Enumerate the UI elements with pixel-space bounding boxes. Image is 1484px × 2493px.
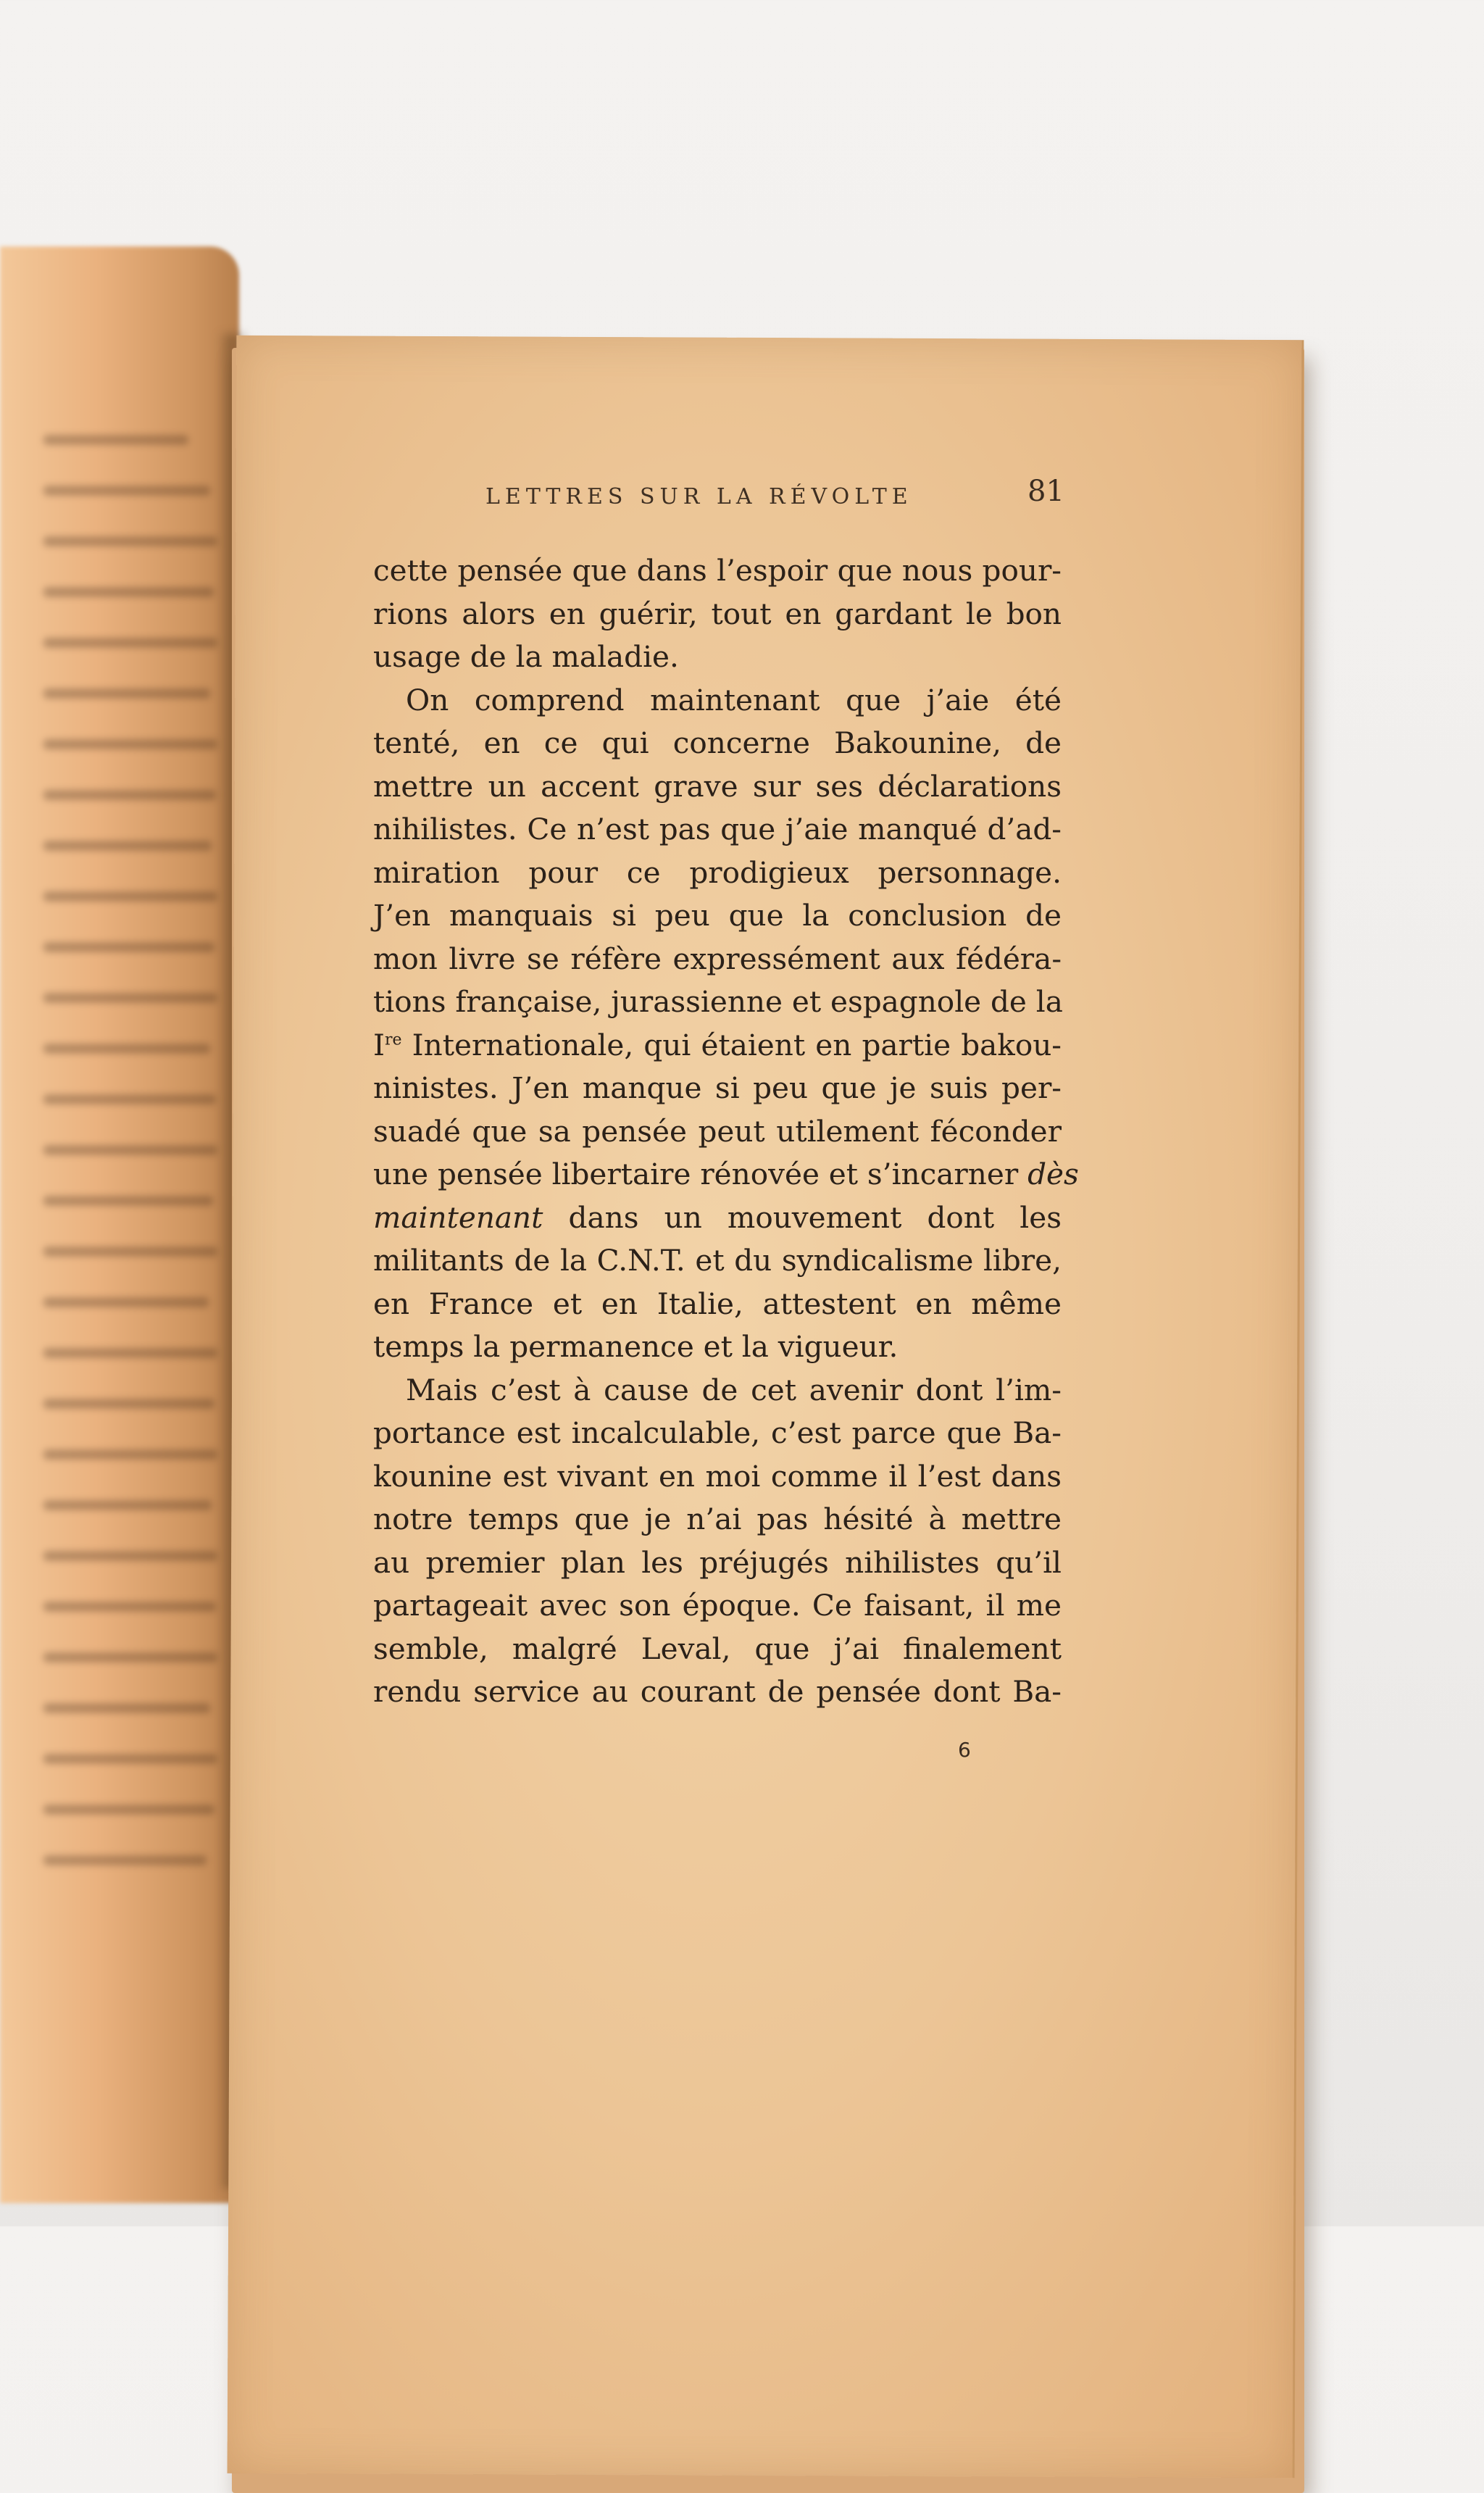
blurred-text-line — [43, 638, 217, 648]
blurred-text-line — [43, 790, 216, 800]
blurred-text-line — [43, 486, 210, 496]
left-facing-page — [0, 246, 239, 2203]
text-line — [373, 1024, 1062, 1067]
blurred-text-line — [43, 1297, 209, 1307]
page-number: 81 — [1027, 475, 1064, 508]
blurred-text-line — [43, 1094, 216, 1104]
running-head: LETTRES SUR LA RÉVOLTE — [485, 484, 913, 509]
italic-text: maintenant — [373, 1199, 543, 1235]
text-line — [373, 1153, 1079, 1196]
text-line: suadé que sa pensée peut utilement féconder — [373, 1113, 1062, 1149]
italic-text: dès — [1027, 1157, 1079, 1191]
text-line: tions française, jurassienne et espagnole de la — [373, 984, 1063, 1019]
text-fragment: Internationale, qui étaient en partie bakou- — [401, 1027, 1062, 1062]
text-line: mettre un accent grave sur ses déclarations — [373, 768, 1062, 804]
text-line: miration pour ce prodigieux personnage. — [373, 854, 1062, 890]
text-line — [373, 1196, 1062, 1240]
blurred-text-line — [43, 1044, 210, 1054]
blurred-text-line — [43, 1246, 217, 1257]
superscript: re — [385, 1031, 402, 1049]
blurred-text-line — [43, 739, 217, 749]
text-line: militants de la C.N.T. et du syndicalisme libre, — [373, 1243, 1062, 1278]
text-line: semble, malgré Leval, que j’ai finalement — [373, 1631, 1062, 1666]
blurred-text-line — [43, 1703, 210, 1713]
text-line: rions alors en guérir, tout en gardant le bon — [373, 596, 1062, 631]
blurred-text-line — [43, 1145, 217, 1155]
text-fragment: une pensée libertaire rénovée et s’incarner — [373, 1157, 1028, 1191]
blurred-text-line — [43, 688, 210, 699]
signature-mark: 6 — [958, 1738, 971, 1762]
text-line: Mais c’est à cause de cet avenir dont l’im- — [406, 1372, 1062, 1407]
blurred-text-line — [43, 1855, 207, 1865]
blurred-text-line — [43, 1196, 213, 1206]
text-line: kounine est vivant en moi comme il l’est dans — [373, 1458, 1062, 1494]
text-line: notre temps que je n’ai pas hésité à mettre — [373, 1502, 1062, 1536]
text-line: temps la permanence et la vigueur. — [373, 1329, 899, 1364]
blurred-text-line — [43, 1399, 214, 1409]
blurred-text-line — [43, 942, 214, 952]
blurred-text-line — [43, 1754, 217, 1764]
blurred-text-line — [43, 1348, 217, 1358]
text-line: mon livre se réfère expressément aux fédéra- — [373, 941, 1062, 976]
text-line: tenté, en ce qui concerne Bakounine, de — [373, 725, 1062, 760]
blurred-text-line — [43, 1449, 217, 1460]
text-line: portance est incalculable, c’est parce que Ba- — [373, 1415, 1062, 1450]
text-line: cette pensée que dans l’espoir que nous pour- — [373, 553, 1062, 588]
text-line: nihilistes. Ce n’est pas que j’aie manqué d’ad- — [373, 812, 1062, 846]
blurred-text-line — [43, 536, 217, 546]
blurred-text-line — [43, 435, 188, 445]
text-line: ninistes. J’en manque si peu que je suis per- — [373, 1070, 1062, 1105]
text-line: usage de la maladie. — [373, 639, 679, 674]
blurred-text-line — [43, 1652, 217, 1662]
text-line: On comprend maintenant que j’aie été — [406, 682, 1062, 717]
text-fragment: dans un mouvement dont les — [543, 1199, 1062, 1235]
body-text — [373, 549, 1079, 1714]
text-line: rendu service au courant de pensée dont Ba- — [373, 1674, 1062, 1709]
blurred-text-line — [43, 891, 217, 902]
text-line: J’en manquais si peu que la conclusion de — [373, 898, 1062, 933]
roman-numeral: I — [373, 1027, 385, 1062]
blurred-text-line — [43, 1500, 212, 1510]
blurred-text-line — [43, 993, 217, 1003]
text-line: en France et en Italie, attestent en même — [373, 1286, 1062, 1321]
text-line: partageait avec son époque. Ce faisant, il me — [373, 1588, 1062, 1623]
blurred-text-line — [43, 587, 214, 597]
blurred-text-line — [43, 1805, 214, 1815]
text-line: au premier plan les préjugés nihilistes qu’il — [373, 1544, 1062, 1580]
blurred-text-line — [43, 841, 212, 851]
blurred-text-line — [43, 1551, 217, 1561]
blurred-text-line — [43, 1602, 216, 1612]
